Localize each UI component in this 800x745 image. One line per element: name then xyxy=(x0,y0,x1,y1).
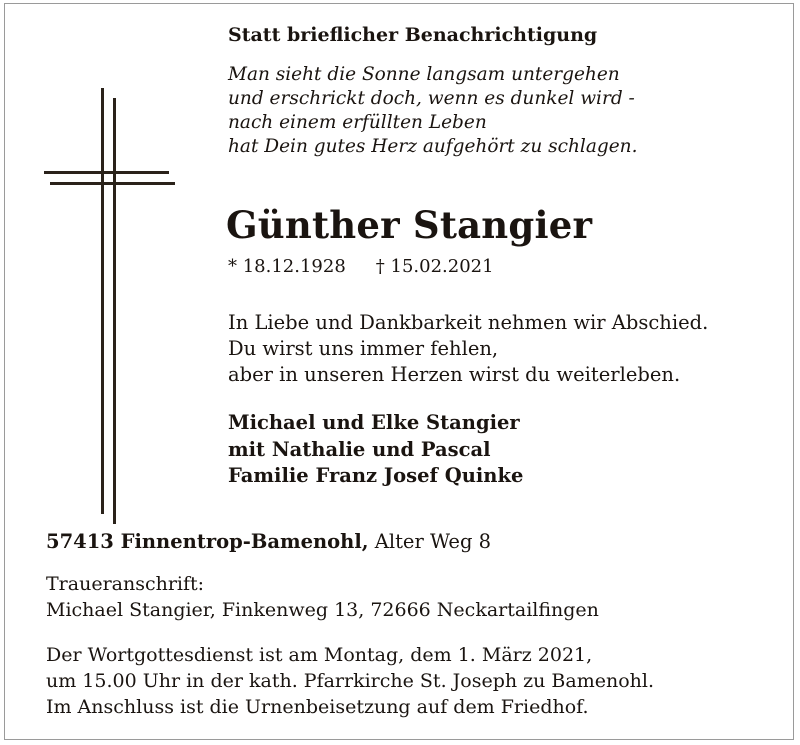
deceased-name: Günther Stangier xyxy=(226,203,593,247)
address-city: 57413 Finnentrop-Bamenohl, xyxy=(46,530,369,553)
farewell-text xyxy=(228,313,708,391)
address-street: Alter Weg 8 xyxy=(374,530,492,553)
service-line: Der Wortgottesdienst ist am Montag, dem 1. März 2021, xyxy=(46,644,593,666)
farewell-line: Du wirst uns immer fehlen, xyxy=(228,337,499,360)
poem-line: Man sieht die Sonne langsam untergehen xyxy=(228,64,620,85)
service-info xyxy=(46,646,654,724)
poem-line: hat Dein gutes Herz aufgehört zu schlagen. xyxy=(228,136,638,157)
life-dates xyxy=(228,258,494,276)
mourning-address-label: Traueranschrift: xyxy=(46,573,205,595)
service-line: um 15.00 Uhr in der kath. Pfarrkirche St. Joseph zu Bamenohl. xyxy=(46,670,654,692)
notice-heading: Statt brieflicher Benachrichtigung xyxy=(228,24,598,46)
family-line: Familie Franz Josef Quinke xyxy=(228,464,524,487)
farewell-line: aber in unseren Herzen wirst du weiterleben. xyxy=(228,363,681,386)
birth-date: * 18.12.1928 xyxy=(228,256,346,277)
poem-line: nach einem erfüllten Leben xyxy=(228,112,487,133)
family-signatures xyxy=(228,413,523,493)
family-line: mit Nathalie und Pascal xyxy=(228,437,491,461)
poem xyxy=(228,66,637,162)
poem-line: und erschrickt doch, wenn es dunkel wird - xyxy=(228,88,635,109)
mourning-address-value: Michael Stangier, Finkenweg 13, 72666 Neckartailfingen xyxy=(46,599,599,621)
service-line: Im Anschluss ist die Urnenbeisetzung auf dem Friedhof. xyxy=(46,696,589,718)
farewell-line: In Liebe und Dankbarkeit nehmen wir Abschied. xyxy=(228,311,709,334)
address xyxy=(46,532,491,552)
death-date: † 15.02.2021 xyxy=(375,256,494,277)
family-line: Michael und Elke Stangier xyxy=(228,411,520,434)
mourning-address xyxy=(46,575,599,627)
